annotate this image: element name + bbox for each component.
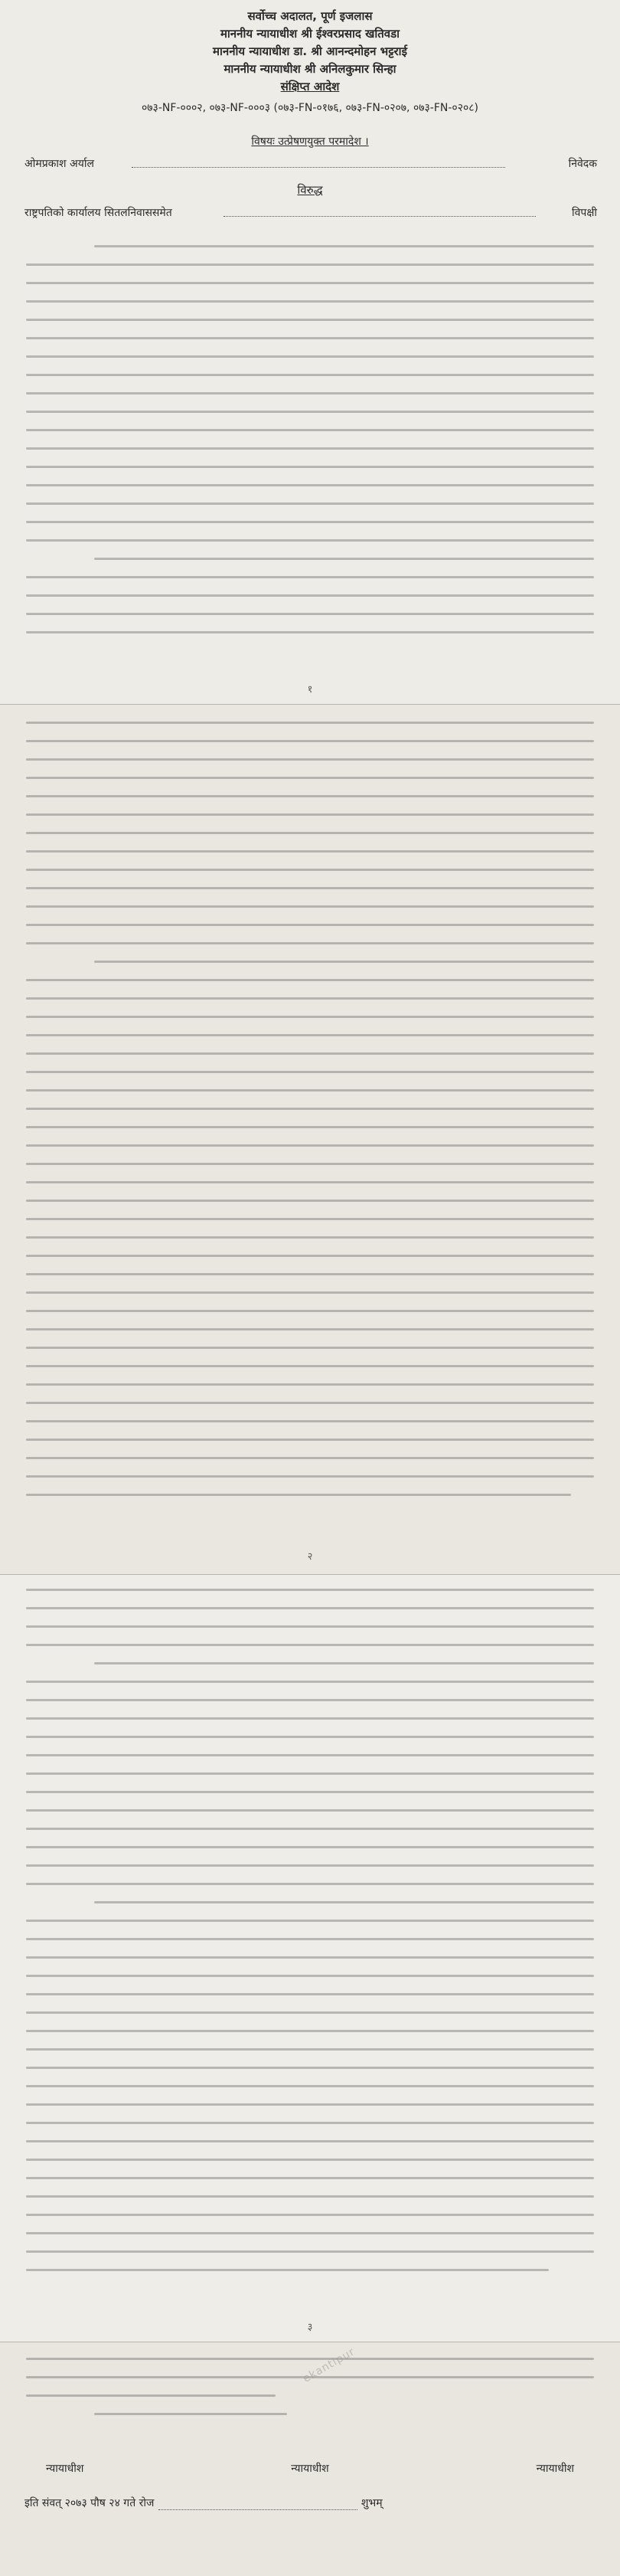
text-line	[26, 1589, 594, 1591]
text-line	[26, 502, 594, 505]
text-line	[26, 374, 594, 376]
text-line	[26, 813, 594, 816]
text-line	[26, 1310, 594, 1312]
text-line	[26, 1956, 594, 1959]
text-line	[26, 1828, 594, 1830]
text-line	[26, 2358, 594, 2360]
text-line	[26, 1439, 594, 1441]
page-1	[0, 0, 620, 705]
text-line	[26, 411, 594, 413]
order-header	[0, 0, 620, 117]
text-line	[26, 905, 594, 908]
respondent-name: राष्ट्रपतिको कार्यालय सितलनिवाससमेत	[24, 207, 172, 219]
text-line	[26, 1144, 594, 1147]
order-body-page-2	[26, 722, 594, 1496]
text-line	[26, 1402, 594, 1404]
text-line	[26, 1218, 594, 1220]
text-line	[26, 1328, 594, 1331]
text-line	[26, 997, 594, 1000]
text-line	[26, 429, 594, 431]
text-line	[26, 869, 594, 871]
date-suffix: शुभम्	[361, 2497, 383, 2509]
order-body-page-1	[26, 245, 594, 633]
judge-signature-3: न्यायाधीश	[536, 2463, 574, 2475]
text-line	[26, 1736, 594, 1738]
subject-text: विषयः उत्प्रेषणयुक्त परमादेश ।	[251, 136, 369, 148]
text-line	[26, 2122, 594, 2124]
petitioner-prefix: ओमप्रकाश अर्याल	[24, 158, 94, 170]
subject-line	[0, 134, 620, 149]
text-line	[26, 1920, 594, 1922]
date-prefix: इति संवत् २०७३ पौष २४ गते रोज	[24, 2497, 155, 2509]
text-line	[26, 2250, 594, 2253]
text-line	[26, 2232, 594, 2234]
text-line	[26, 1365, 594, 1367]
text-line	[26, 1291, 594, 1294]
text-line	[26, 1071, 594, 1073]
order-type: संक्षिप्त आदेश	[280, 80, 340, 93]
text-line	[26, 1864, 594, 1867]
text-line	[26, 447, 594, 450]
text-line	[26, 1200, 594, 1202]
text-line	[26, 355, 594, 358]
text-line	[26, 1475, 594, 1478]
text-line	[26, 300, 594, 303]
text-line	[26, 319, 594, 321]
text-line	[26, 777, 594, 779]
text-line	[26, 2269, 549, 2271]
page-3	[0, 1575, 620, 2342]
petitioner-row	[24, 153, 597, 173]
text-line	[26, 1791, 594, 1793]
respondent-role: विपक्षी	[571, 207, 597, 219]
text-line	[26, 392, 594, 394]
text-line	[26, 1163, 594, 1165]
court-name: सर्वोच्च अदालत, पूर्ण इजलास	[247, 9, 373, 23]
text-line	[26, 1772, 594, 1775]
text-line	[94, 245, 594, 247]
text-line	[26, 2103, 594, 2106]
text-line	[26, 539, 594, 542]
text-line	[26, 740, 594, 742]
text-line	[26, 1273, 594, 1275]
text-line	[26, 1717, 594, 1720]
text-line	[26, 1846, 594, 1848]
text-line	[26, 1993, 594, 1995]
text-line	[26, 924, 594, 926]
text-line	[26, 1236, 594, 1239]
text-line	[94, 558, 594, 560]
text-line	[26, 1625, 594, 1628]
petitioner-role: निवेदक	[568, 158, 597, 170]
text-line	[26, 1883, 594, 1885]
text-line	[26, 2011, 594, 2014]
versus-heading	[0, 182, 620, 198]
page-2	[0, 705, 620, 1575]
text-line	[26, 263, 594, 266]
text-line	[26, 484, 594, 486]
text-line	[26, 1681, 594, 1683]
text-line	[26, 1052, 594, 1055]
text-line	[26, 594, 594, 597]
judge-name-1: माननीय न्यायाधीश श्री ईश्वरप्रसाद खतिवडा	[220, 27, 400, 41]
judge-signature-2: न्यायाधीश	[291, 2463, 329, 2475]
case-numbers: ०७३-NF-०००२, ०७३-NF-०००३ (०७३-FN-०१७६, ०७३-FN-०२०७, ०७३-FN-०२०८)	[141, 102, 479, 114]
text-line	[26, 1420, 594, 1422]
judge-name-3: माननीय न्यायाधीश श्री अनिलकुमार सिन्हा	[224, 62, 396, 76]
text-line	[26, 1975, 594, 1977]
text-line	[26, 722, 594, 724]
judge-signature-1: न्यायाधीश	[46, 2463, 84, 2475]
respondent-row	[24, 202, 597, 222]
text-line	[26, 2214, 594, 2216]
text-line	[26, 979, 594, 981]
date-line	[24, 2496, 620, 2510]
date-dotted-line	[158, 2500, 357, 2510]
text-line	[26, 1457, 594, 1459]
text-line	[26, 887, 594, 889]
text-line	[26, 337, 594, 339]
text-line	[26, 2140, 594, 2142]
text-line	[26, 1108, 594, 1110]
page-number-3: ३	[307, 2322, 313, 2333]
text-line	[26, 832, 594, 834]
text-line	[26, 576, 594, 578]
text-line	[26, 942, 594, 944]
page-number-2: २	[307, 1551, 313, 1563]
text-line	[26, 1016, 594, 1018]
text-line	[26, 1754, 594, 1756]
text-line	[26, 1494, 571, 1496]
page-number-1: १	[307, 684, 313, 696]
text-line	[26, 850, 594, 853]
text-line	[94, 1662, 594, 1664]
text-line	[26, 1809, 594, 1812]
order-body-page-3	[26, 1589, 594, 2271]
text-line	[26, 613, 594, 615]
text-line	[26, 1181, 594, 1183]
text-line	[26, 521, 594, 523]
text-line	[26, 1644, 594, 1646]
signature-row	[46, 2461, 574, 2476]
text-line	[26, 2048, 594, 2051]
versus-text: विरुद्ध	[297, 183, 323, 197]
watermark: ekantipur	[301, 2345, 357, 2385]
text-line	[26, 1383, 594, 1386]
page-4	[0, 2342, 620, 2576]
text-line	[26, 758, 594, 761]
petitioner-dotted-line	[132, 167, 505, 168]
text-line	[26, 2159, 594, 2161]
text-line	[26, 2085, 594, 2087]
text-line	[26, 2394, 276, 2397]
text-line	[26, 2030, 594, 2032]
text-line	[26, 282, 594, 284]
judge-name-2: माननीय न्यायाधीश डा. श्री आनन्दमोहन भट्टराई	[213, 44, 407, 58]
text-line	[26, 2195, 594, 2198]
text-line	[94, 1901, 594, 1903]
text-line	[26, 466, 594, 468]
text-line	[26, 2177, 594, 2179]
order-body-page-4	[26, 2358, 594, 2415]
text-line	[26, 1034, 594, 1036]
text-line	[26, 1607, 594, 1609]
text-line	[26, 1699, 594, 1701]
text-line	[26, 1089, 594, 1092]
text-line	[94, 961, 594, 963]
text-line	[26, 1938, 594, 1940]
text-line	[26, 1255, 594, 1257]
text-line	[26, 795, 594, 797]
text-line	[26, 631, 594, 633]
text-line	[26, 2067, 594, 2069]
respondent-dotted-line	[224, 216, 536, 217]
text-line	[26, 1347, 594, 1349]
text-line	[26, 1126, 594, 1128]
text-line	[94, 2413, 287, 2415]
